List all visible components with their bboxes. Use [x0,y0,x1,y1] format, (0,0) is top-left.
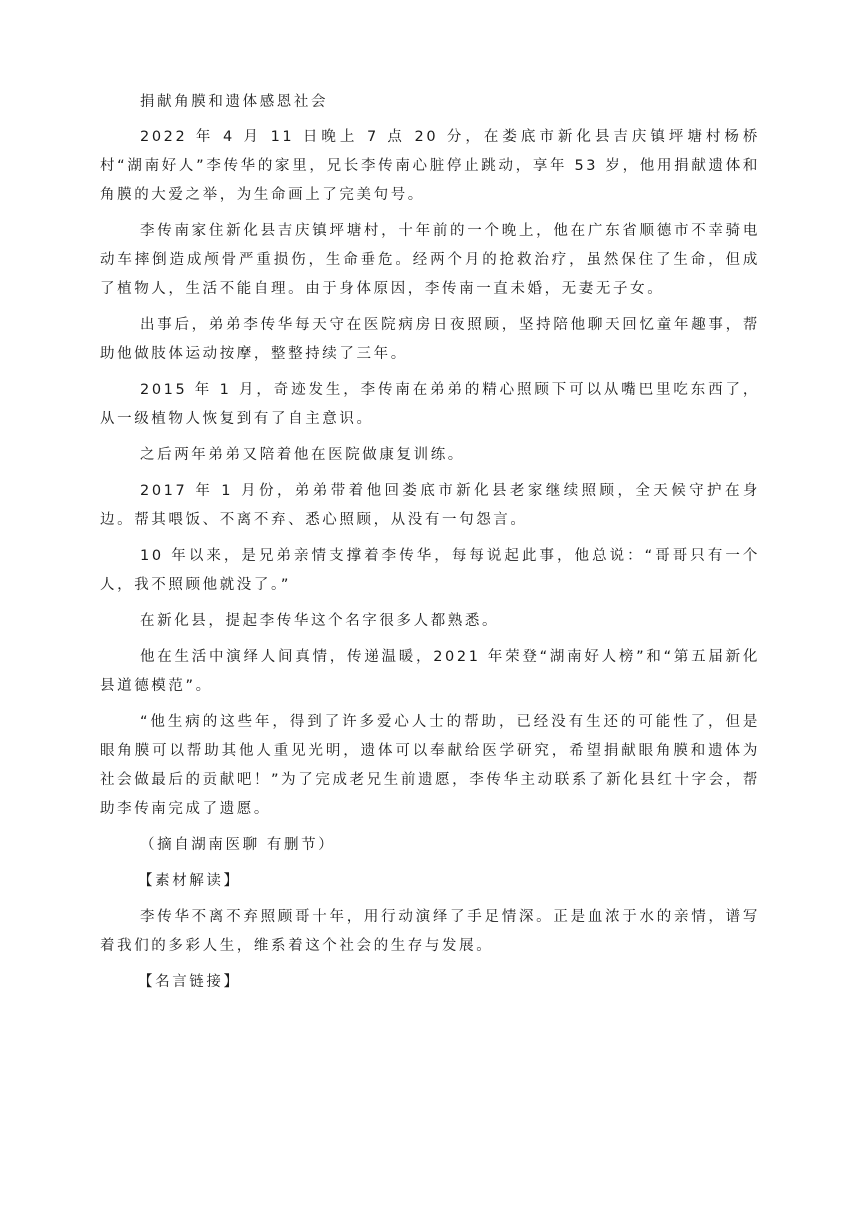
article-paragraph: 出事后，弟弟李传华每天守在医院病房日夜照顾，坚持陪他聊天回忆童年趣事，帮助他做肢体运动按摩，整整持续了三年。 [100,317,760,362]
article-paragraph: “他生病的这些年，得到了许多爱心人士的帮助，已经没有生还的可能性了，但是眼角膜可以帮助其他人重见光明，遗体可以奉献给医学研究，希望捐献眼角膜和遗体为社会做最后的贡献吧！”为了完成老兄生前遗愿，李传华主动联系了新化县红十字会，帮助李传南完成了遗愿。 [100,714,760,817]
interpretation-heading: 【素材解读】 [138,873,241,889]
document-page [100,88,760,1004]
interpretation-text: 李传华不离不弃照顾哥十年，用行动演绎了手足情深。正是血浓于水的亲情，谱写着我们的多彩人生，维系着这个社会的生存与发展。 [100,909,760,954]
article-paragraph: 在新化县，提起李传华这个名字很多人都熟悉。 [140,613,500,629]
article-paragraph: 他在生活中演绎人间真情，传递温暖，2021 年荣登“湖南好人榜”和“第五届新化县道德模范”。 [100,649,760,694]
article-paragraph: 之后两年弟弟又陪着他在医院做康复训练。 [140,447,465,463]
article-paragraph: 2022 年 4 月 11 日晚上 7 点 20 分，在娄底市新化县吉庆镇坪塘村杨桥村“湖南好人”李传华的家里，兄长李传南心脏停止跳动，享年 53 岁，他用捐献遗体和角膜的大爱之举，为生命画上了完美句号。 [100,129,760,203]
quotes-heading: 【名言链接】 [138,974,241,990]
article-paragraph: 2017 年 1 月份，弟弟带着他回娄底市新化县老家继续照顾，全天候守护在身边。帮其喂饭、不离不弃、悉心照顾，从没有一句怨言。 [100,483,760,528]
article-paragraph: 李传南家住新化县吉庆镇坪塘村，十年前的一个晚上，他在广东省顺德市不幸骑电动车摔倒造成颅骨严重损伤，生命垂危。经两个月的抢救治疗，虽然保住了生命，但成了植物人，生活不能自理。由于身体原因，李传南一直未婚，无妻无子女。 [100,223,760,297]
article-paragraph: 2015 年 1 月，奇迹发生，李传南在弟弟的精心照顾下可以从嘴巴里吃东西了，从一级植物人恢复到有了自主意识。 [100,382,760,427]
article-paragraph: 10 年以来，是兄弟亲情支撑着李传华，每每说起此事，他总说：“哥哥只有一个人，我不照顾他就没了。” [100,548,760,593]
article-source: （摘自湖南医聊 有删节） [140,837,336,853]
article-title: 捐献角膜和遗体感恩社会 [140,94,329,110]
